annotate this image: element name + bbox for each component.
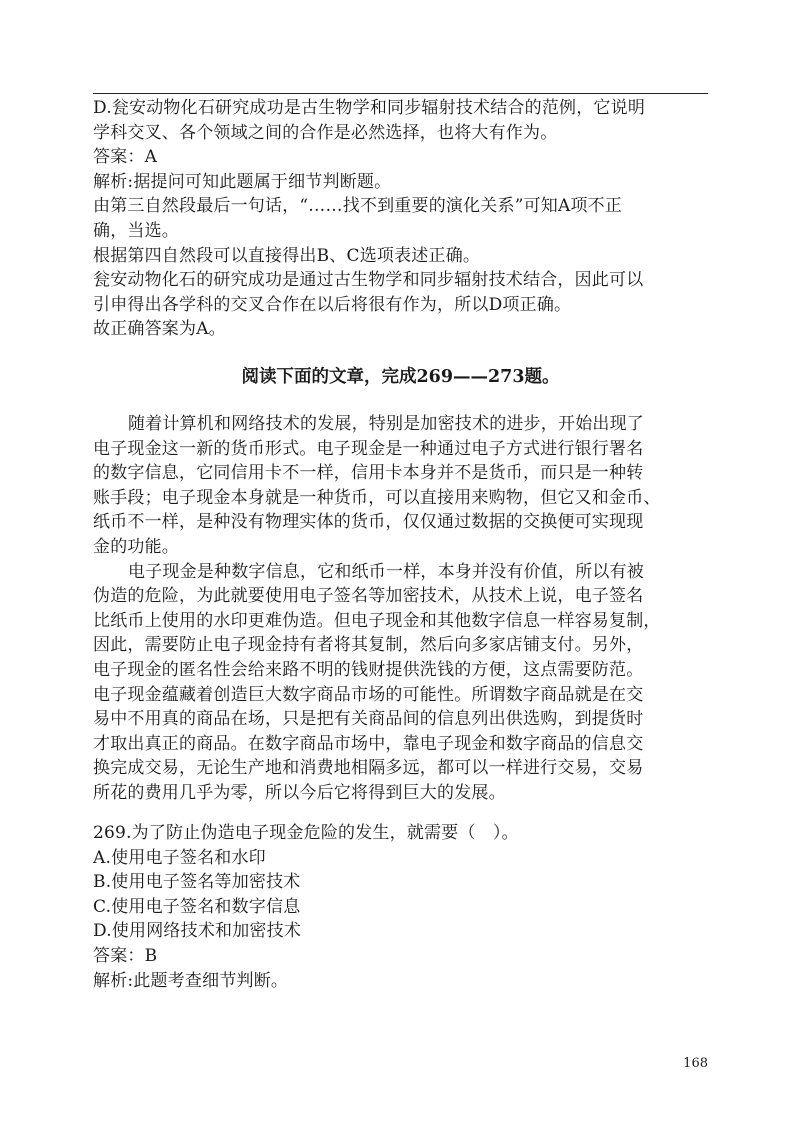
answer-explanation-block: [93, 96, 708, 342]
article-line: 易中不用真的商品在场，只是把有关商品间的信息列出供选购，到提货时: [93, 709, 644, 730]
page-number: 168: [683, 1056, 708, 1071]
answer-line: 答案：B: [93, 945, 158, 966]
article-line: 因此，需要防止电子现金持有者将其复制，然后向多家店铺支付。另外，: [93, 635, 644, 656]
analysis-line: 解析:此题考查细节判断。: [93, 970, 289, 991]
article-line: 电子现金是种数字信息，它和纸币一样，本身并没有价值，所以有被: [128, 561, 644, 582]
article-line: 账手段；电子现金本身就是一种货币，可以直接用来购物，但它又和金币、: [93, 487, 661, 508]
question-269: [93, 821, 708, 993]
article-line: 伪造的危险，为此就要使用电子签名等加密技术，从技术上说，电子签名: [93, 586, 644, 607]
article-line: 电子现金这一新的货币形式。电子现金是一种通过电子方式进行银行署名: [93, 438, 644, 459]
question-stem: 269.为了防止伪造电子现金危险的发生，就需要（ ）。: [93, 823, 519, 843]
option-a: A.使用电子签名和水印: [93, 847, 266, 868]
answer-line: 答案：A: [93, 147, 158, 168]
text-line: 由第三自然段最后一句话，“……找不到重要的演化关系”可知A项不正: [93, 196, 623, 217]
header-rule: [93, 93, 708, 94]
article-line: 的数字信息，它同信用卡不一样，信用卡本身并不是货币，而只是一种转: [93, 463, 644, 484]
article-passage: [93, 412, 708, 806]
text-line: 引申得出各学科的交叉合作在以后将很有作为，所以D项正确。: [93, 294, 572, 315]
article-line: 随着计算机和网络技术的发展，特别是加密技术的进步，开始出现了: [128, 414, 644, 434]
article-line: 换完成交易，无论生产地和消费地相隔多远，都可以一样进行交易，交易: [93, 758, 644, 779]
analysis-line: 解析:据提问可知此题属于细节判断题。: [93, 171, 392, 192]
article-line: 才取出真正的商品。在数字商品市场中，靠电子现金和数字商品的信息交: [93, 733, 644, 754]
article-line: 电子现金的匿名性会给来路不明的钱财提供洗钱的方便，这点需要防范。: [93, 659, 644, 680]
text-line: 瓮安动物化石的研究成功是通过古生物学和同步辐射技术结合，因此可以: [93, 270, 644, 291]
option-c: C.使用电子签名和数字信息: [93, 896, 301, 917]
article-line: 电子现金蕴藏着创造巨大数字商品市场的可能性。所谓数字商品就是在交: [93, 684, 644, 705]
section-title: 阅读下面的文章，完成269——273题。: [241, 367, 560, 387]
text-line: 根据第四自然段可以直接得出B、C选项表述正确。: [93, 245, 481, 266]
option-d: D.使用网络技术和加密技术: [93, 921, 302, 942]
article-line: 比纸币上使用的水印更难伪造。但电子现金和其他数字信息一样容易复制，: [93, 610, 661, 631]
option-b: B.使用电子签名等加密技术: [93, 872, 301, 893]
article-line: 所花的费用几乎为零，所以今后它将得到巨大的发展。: [93, 782, 506, 803]
text-line: 确，当选。: [93, 220, 179, 241]
article-line: 纸币不一样，是种没有物理实体的货币，仅仅通过数据的交换便可实现现: [93, 512, 644, 533]
text-line: 学科交叉、各个领域之间的合作是必然选择，也将大有作为。: [93, 122, 558, 143]
article-line: 金的功能。: [93, 536, 179, 557]
text-line: D.瓮安动物化石研究成功是古生物学和同步辐射技术结合的范例，它说明: [93, 98, 646, 118]
conclusion-line: 故正确答案为A。: [93, 319, 226, 340]
